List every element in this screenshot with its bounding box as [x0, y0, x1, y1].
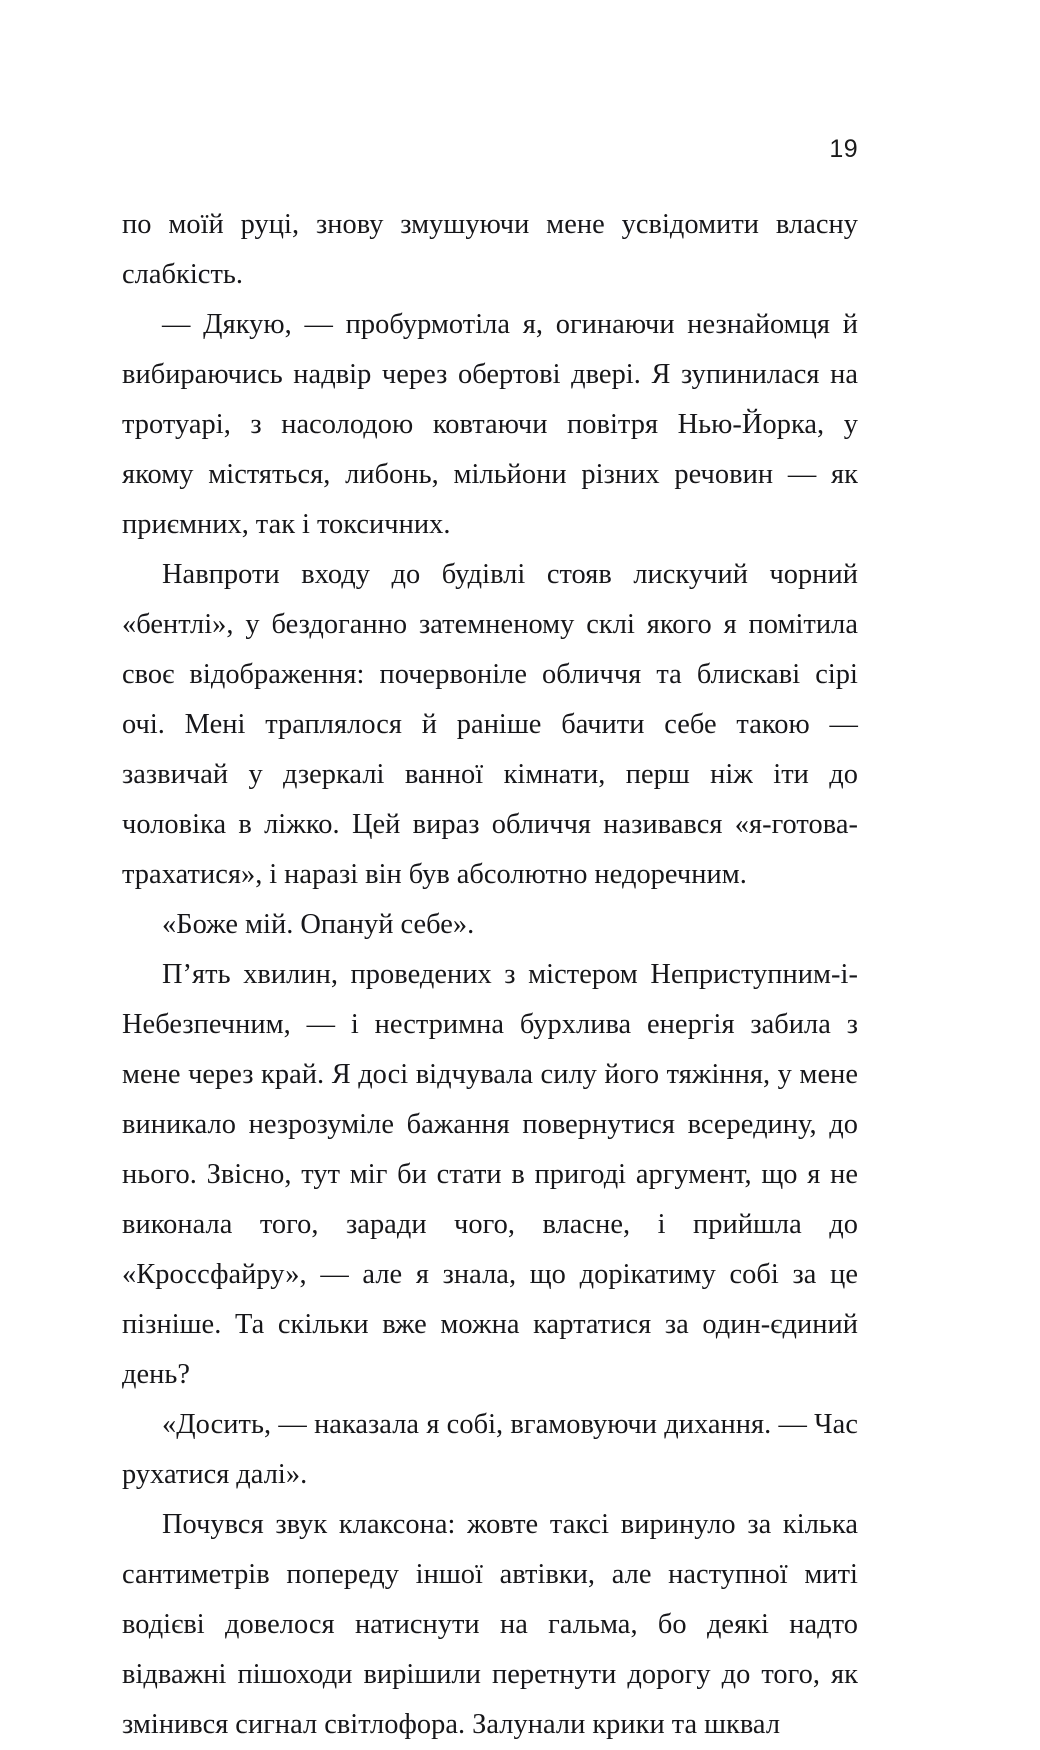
paragraph-bentley: Навпроти входу до будівлі стояв лискучий чорний «бентлі», у бездоганно затемненому склі якого я помітила своє відображення: почервоніле обличчя та блискаві сірі очі. Мені траплялося й раніше бачити себе такою — зазвичай у дзеркалі ванної кімнати, перш ніж іти до чоловіка в ліжко. Цей вираз обличчя називався «я-готова-трахатися», і наразі він був абсолютно недоречним.	[122, 559, 858, 890]
running-head	[122, 132, 858, 166]
paragraph-five-minutes: П’ять хвилин, проведених з містером Неприступним-і-Небезпечним, — і нестримна бурхлива енергія забила з мене через край. Я досі відчувала силу його тяжіння, у мене виникало незрозуміле бажання повернутися всередину, до нього. Звісно, тут міг би стати в пригоді аргумент, що я не виконала того, заради чого, власне, і прийшла до «Кроссфайру», — але я знала, що дорікатиму собі за це пізніше. Та скільки вже можна картатися за один-єдиний день?	[122, 959, 858, 1390]
paragraph-god: «Боже мій. Опануй себе».	[162, 909, 475, 940]
paragraph-enough: «Досить, — наказала я собі, вгамовуючи дихання. — Час рухатися далі».	[122, 1409, 858, 1490]
page-number: 19	[829, 134, 858, 163]
paragraph-continued: по моїй руці, знову змушуючи мене усвідомити власну слабкість.	[122, 209, 858, 290]
body-text-block	[122, 200, 858, 1750]
paragraph-horn: Почувся звук клаксона: жовте таксі виринуло за кілька сантиметрів попереду іншої автівки, але наступної миті водієві довелося натиснути на гальма, бо деякі надто відважні пішоходи вирішили перетнути дорогу до того, як змінився сигнал світлофора. Залунали крики та шквал	[122, 1509, 858, 1740]
paragraph-thanks: — Дякую, — пробурмотіла я, огинаючи незнайомця й вибираючись надвір через обертові двері. Я зупинилася на тротуарі, з насолодою ковтаючи повітря Нью-Йорка, у якому містяться, либонь, мільйони різних речовин — як приємних, так і токсичних.	[122, 309, 858, 540]
